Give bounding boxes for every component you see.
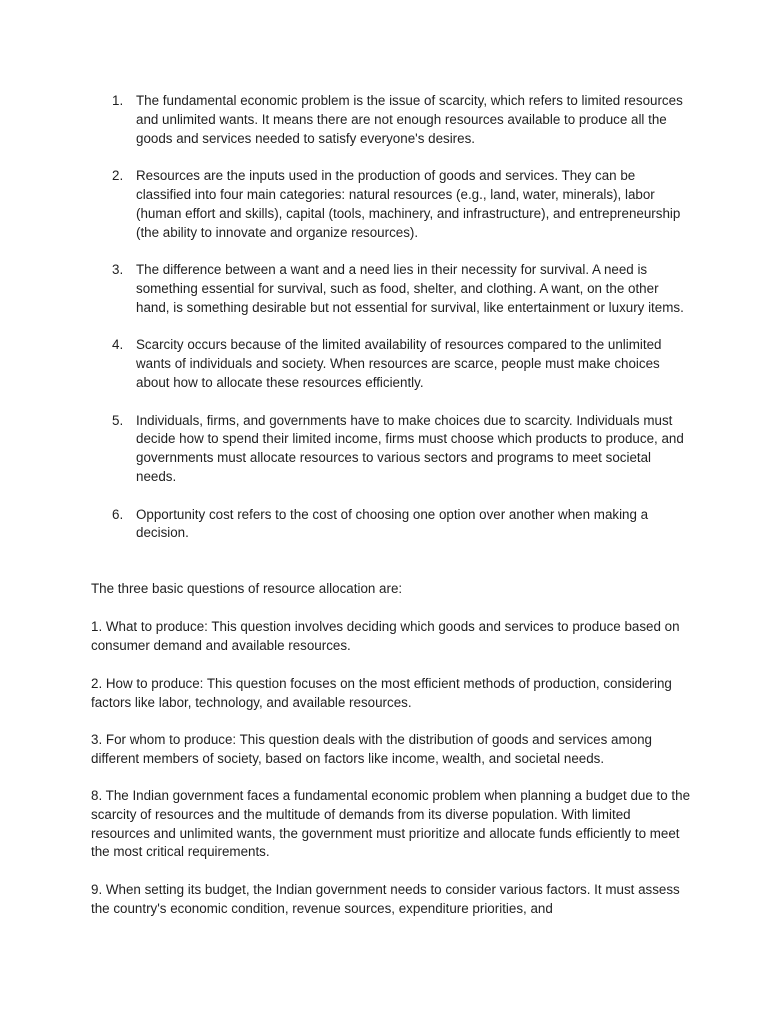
- how-to-produce-paragraph: 2. How to produce: This question focuses on the most efficient methods of production, considering factors like labor, technology, and available resources.: [91, 676, 672, 710]
- indian-budget-problem-paragraph: 8. The Indian government faces a fundamental economic problem when planning a budget due to the scarcity of resources and the multitude of demands from its diverse population. With limited resources and unlimited wants, the government must prioritize and allocate funds efficiently to meet the most critical requirements.: [91, 788, 691, 860]
- list-item-text: The difference between a want and a need lies in their necessity for survival. A need is something essential for survival, such as food, shelter, and clothing. A want, on the other hand, is something desirable but not essential for survival, like entertainment or luxury items.: [136, 262, 684, 315]
- list-item-text: Scarcity occurs because of the limited availability of resources compared to the unlimited wants of individuals and society. When resources are scarce, people must make choices about how to allocate these resources efficiently.: [136, 337, 662, 390]
- list-item: [0, 412, 768, 487]
- list-item-number: 6.: [112, 506, 124, 522]
- list-item-number: 5.: [112, 412, 124, 428]
- for-whom-to-produce-paragraph: 3. For whom to produce: This question deals with the distribution of goods and services among different members of society, based on factors like income, wealth, and societal needs.: [91, 732, 652, 766]
- list-item-text: The fundamental economic problem is the issue of scarcity, which refers to limited resources and unlimited wants. It means there are not enough resources available to produce all the goods and services needed to satisfy everyone's desires.: [136, 93, 683, 146]
- list-item: [0, 336, 768, 392]
- list-item-number: 3.: [112, 262, 124, 278]
- list-item-text: Individuals, firms, and governments have to make choices due to scarcity. Individuals must decide how to spend their limited income, firms must choose which products to produce, and governments must allocate resources to various sectors and programs to meet societal needs.: [136, 412, 684, 484]
- list-item: [0, 167, 768, 242]
- list-item-text: Resources are the inputs used in the production of goods and services. They can be classified into four main categories: natural resources (e.g., land, water, minerals), labor (human effort and skills), capital (tools, machinery, and infrastructure), and entrepreneurship (the ability to innovate and organize resources).: [136, 168, 681, 240]
- what-to-produce-paragraph: 1. What to produce: This question involves deciding which goods and services to produce based on consumer demand and available resources.: [91, 619, 680, 653]
- budget-factors-paragraph: 9. When setting its budget, the Indian government needs to consider various factors. It must assess the country's economic condition, revenue sources, expenditure priorities, and: [91, 882, 680, 916]
- list-item-number: 4.: [112, 337, 124, 353]
- list-item: [0, 92, 768, 148]
- numbered-list: [0, 92, 768, 562]
- list-item-text: Opportunity cost refers to the cost of choosing one option over another when making a decision.: [136, 506, 649, 541]
- list-item-number: 1.: [112, 93, 124, 108]
- allocation-intro-paragraph: The three basic questions of resource allocation are:: [91, 581, 403, 596]
- list-item: [0, 261, 768, 317]
- list-item: [0, 506, 768, 544]
- list-item-number: 2.: [112, 168, 124, 184]
